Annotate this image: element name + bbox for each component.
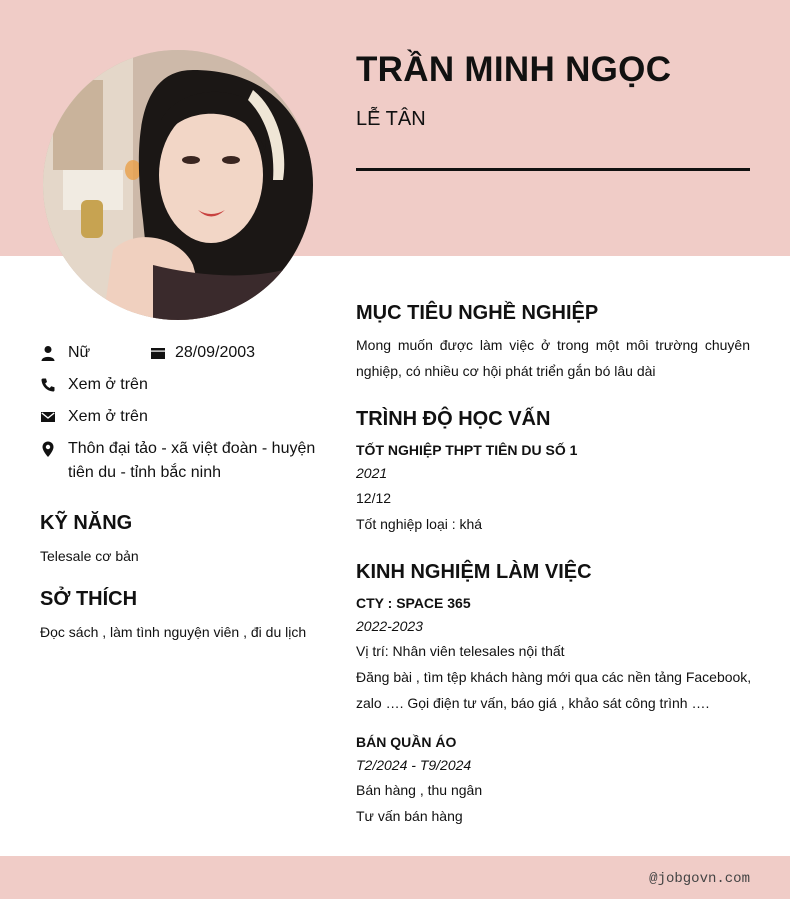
job-1-period: 2022-2023 [356, 618, 423, 634]
address-line-1: Thôn đại tảo - xã việt đoàn - huyện [68, 440, 316, 457]
job-1-line-3: zalo …. Gọi điện tư vấn, báo giá , khảo sát công trình …. [356, 695, 710, 711]
header-divider [356, 168, 750, 171]
candidate-name: TRẦN MINH NGỌC [356, 50, 672, 89]
profile-photo [43, 50, 313, 320]
objective-line-2: nghiệp, có nhiều cơ hội phát triển gắn bó lâu dài [356, 363, 656, 379]
education-school: TỐT NGHIỆP THPT TIÊN DU SỐ 1 [356, 442, 578, 458]
job-2-period: T2/2024 - T9/2024 [356, 757, 472, 773]
person-icon [40, 345, 56, 361]
email-text: Xem ở trên [68, 408, 148, 425]
footer-brand-link[interactable]: @jobgovn.com [649, 871, 750, 887]
job-1-line-2: Đăng bài , tìm tệp khách hàng mới qua các nền tảng Facebook, [356, 669, 752, 685]
hobbies-text: Đọc sách , làm tình nguyện viên , đi du lịch [40, 624, 307, 640]
gender-text: Nữ [68, 344, 91, 361]
address-line-2: tiên du - tỉnh bắc ninh [68, 464, 221, 481]
phone-text: Xem ở trên [68, 376, 148, 393]
education-grade: 12/12 [356, 490, 392, 506]
education-year: 2021 [356, 465, 388, 481]
experience-title: KINH NGHIỆM LÀM VIỆC [356, 561, 592, 583]
location-pin-icon [40, 441, 56, 457]
job-1-company: CTY : SPACE 365 [356, 595, 471, 611]
job-2-company: BÁN QUẦN ÁO [356, 734, 457, 750]
hobbies-title: SỞ THÍCH [40, 588, 138, 610]
mail-icon [40, 409, 56, 425]
job-2-line-1: Bán hàng , thu ngân [356, 782, 483, 798]
objective-title: MỤC TIÊU NGHỀ NGHIỆP [356, 302, 599, 324]
calendar-icon [150, 345, 166, 361]
birthday-text: 28/09/2003 [175, 344, 256, 361]
skills-text: Telesale cơ bản [40, 548, 139, 564]
phone-icon [40, 377, 56, 393]
candidate-role: LỄ TÂN [356, 108, 426, 130]
job-2-line-2: Tư vấn bán hàng [356, 808, 463, 824]
education-title: TRÌNH ĐỘ HỌC VẤN [356, 408, 551, 430]
education-result: Tốt nghiệp loại : khá [356, 516, 483, 532]
skills-title: KỸ NĂNG [40, 512, 133, 534]
job-1-line-1: Vị trí: Nhân viên telesales nội thất [356, 643, 565, 659]
objective-line-1: Mong muốn được làm việc ở trong một môi trường chuyên [356, 337, 750, 353]
